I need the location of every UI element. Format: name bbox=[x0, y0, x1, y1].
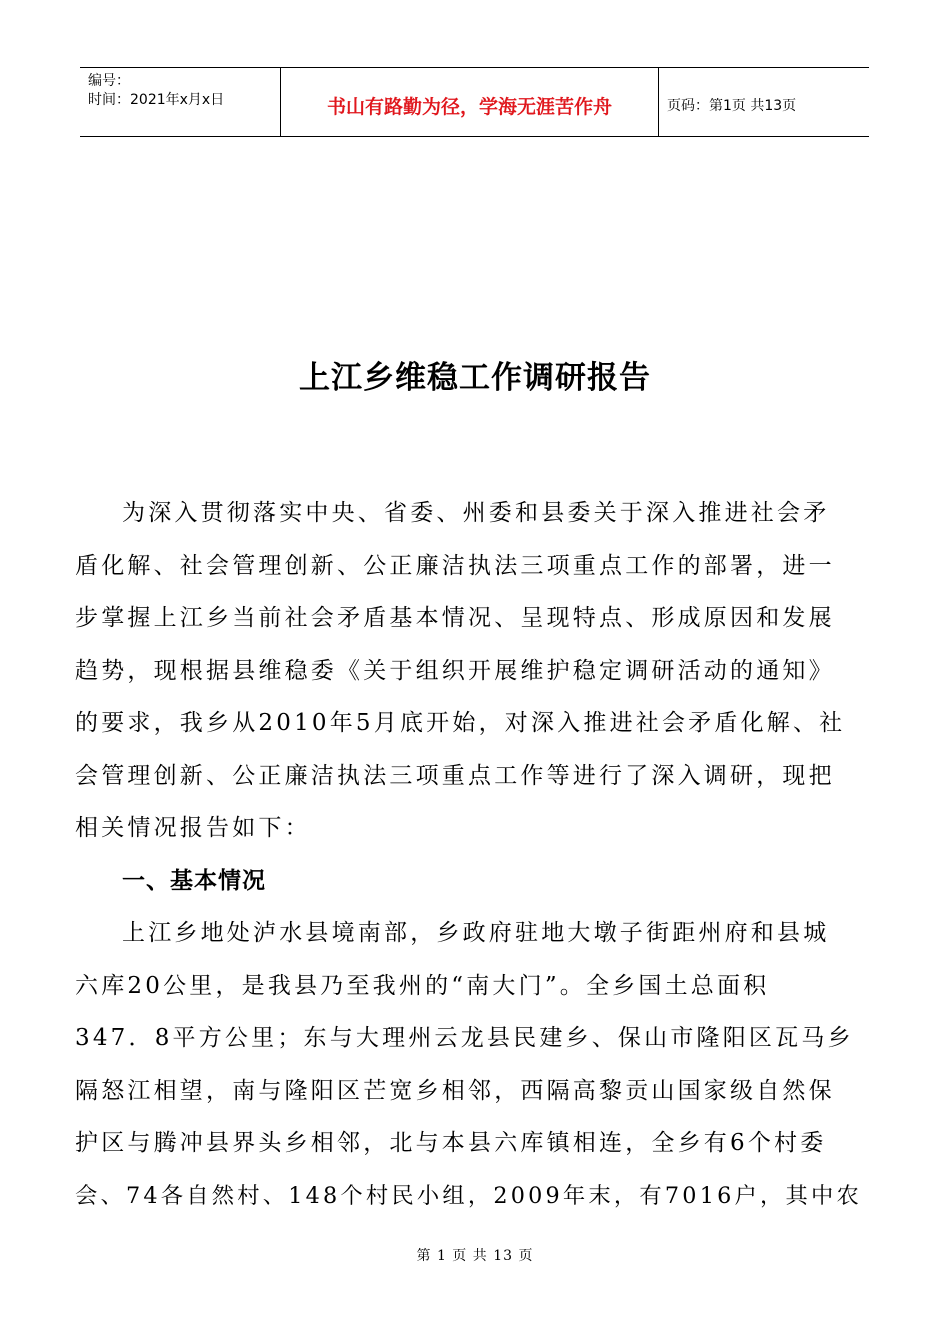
paragraph-line: 相关情况报告如下： bbox=[75, 815, 311, 841]
document-title: 上江乡维稳工作调研报告 bbox=[299, 360, 651, 396]
paragraph-line: 护区与腾冲县界头乡相邻，北与本县六库镇相连，全乡有6个村委 bbox=[75, 1130, 827, 1156]
paragraph-line: 会、74各自然村、148个村民小组，2009年末，有7016户，其中农 bbox=[75, 1182, 862, 1209]
page-footer: 第 1 页 共 13 页 bbox=[416, 1248, 534, 1264]
paragraph-line: 步掌握上江乡当前社会矛盾基本情况、呈现特点、形成原因和发展 bbox=[75, 605, 835, 631]
paragraph-line: 会管理创新、公正廉洁执法三项重点工作等进行了深入调研，现把 bbox=[75, 762, 835, 789]
paragraph-line: 为深入贯彻落实中央、省委、州委和县委关于深入推进社会矛 bbox=[122, 500, 830, 526]
paragraph-line: 盾化解、社会管理创新、公正廉洁执法三项重点工作的部署，进一 bbox=[75, 552, 835, 579]
paragraph-line: 隔怒江相望，南与隆阳区芒宽乡相邻，西隔高黎贡山国家级自然保 bbox=[75, 1077, 835, 1104]
paragraph-line: 的要求，我乡从2010年5月底开始，对深入推进社会矛盾化解、社 bbox=[75, 710, 846, 736]
document-number-label: 编号： bbox=[88, 73, 130, 89]
paragraph-line: 六库20公里，是我县乃至我州的“南大门”。全乡国土总面积 bbox=[75, 972, 770, 999]
paragraph-line: 347．8平方公里；东与大理州云龙县民建乡、保山市隆阳区瓦马乡 bbox=[75, 1025, 854, 1051]
header-page-info: 页码：第1页 共13页 bbox=[667, 98, 797, 114]
page-header bbox=[80, 67, 869, 137]
paragraph-line: 趋势，现根据县维稳委《关于组织开展维护稳定调研活动的通知》 bbox=[75, 657, 835, 684]
paragraph-line: 上江乡地处泸水县境南部，乡政府驻地大墩子街距州府和县城 bbox=[122, 920, 830, 946]
document-time-label: 时间：2021年x月x日 bbox=[88, 92, 225, 108]
header-meta-cell bbox=[80, 68, 281, 136]
section-heading: 一、基本情况 bbox=[122, 867, 266, 894]
document-body bbox=[75, 493, 875, 1228]
header-motto: 书山有路勤为径，学海无涯苦作舟 bbox=[281, 68, 659, 136]
